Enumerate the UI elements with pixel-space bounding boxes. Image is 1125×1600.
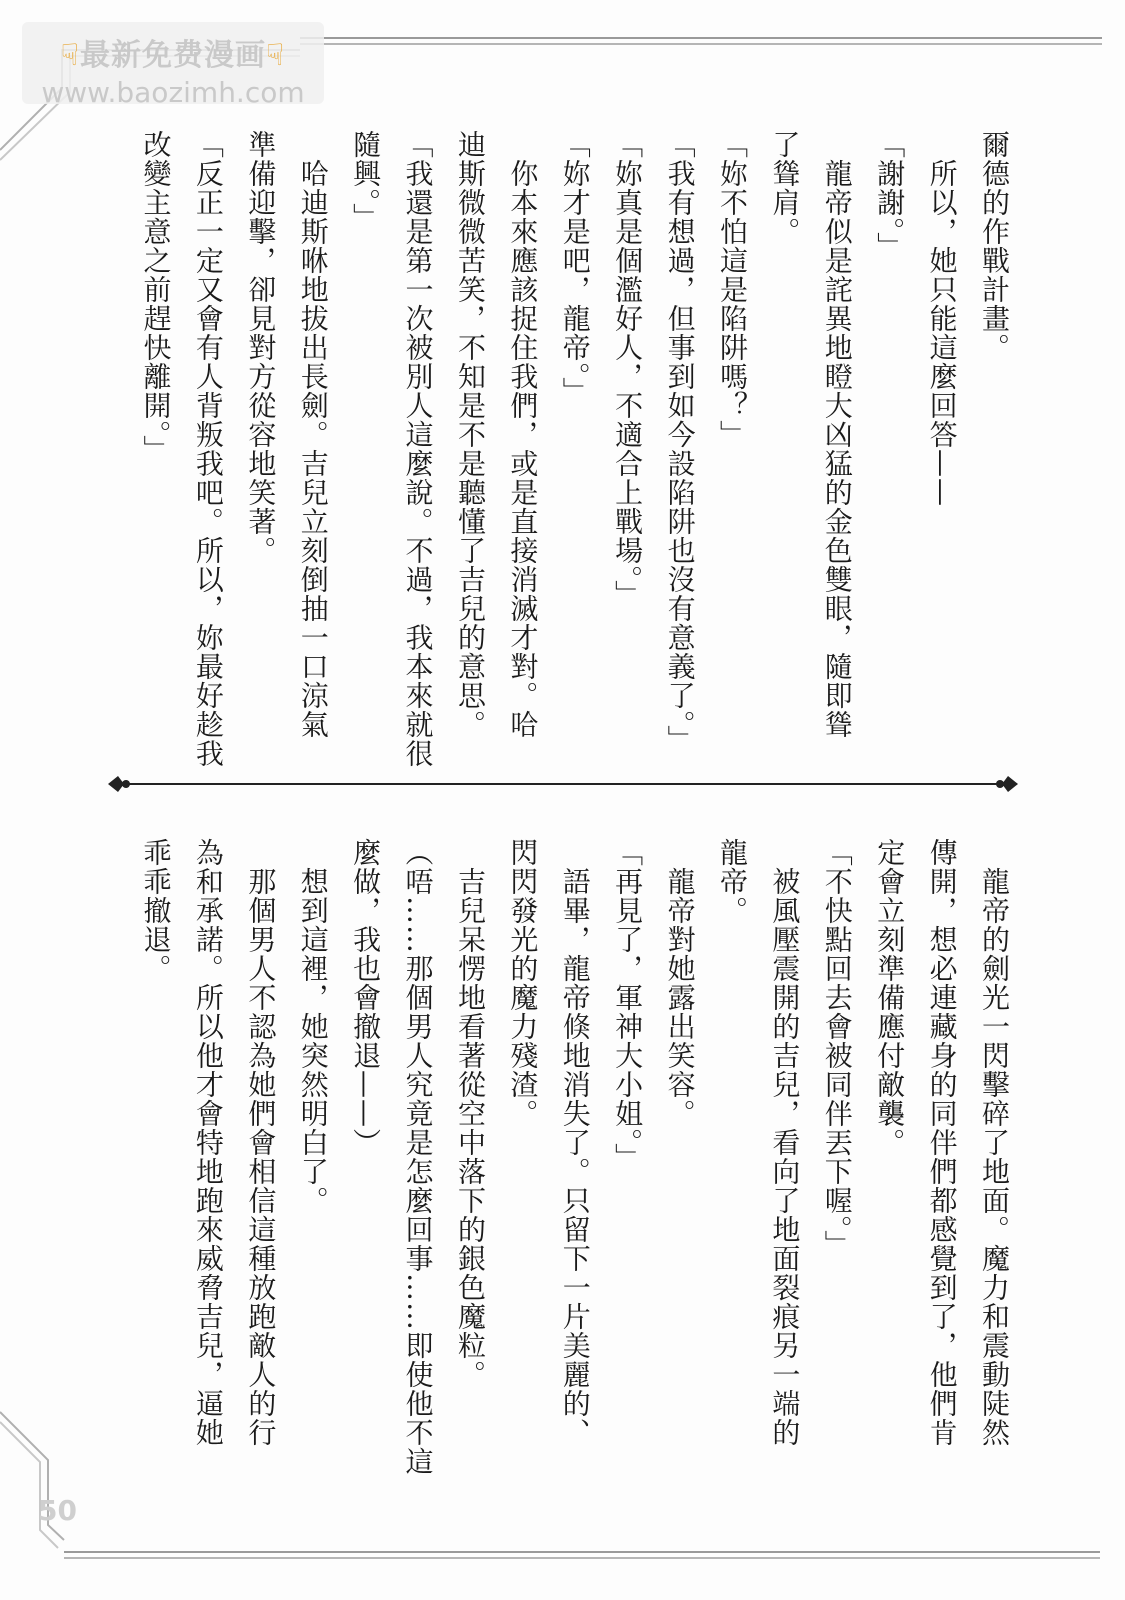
text-column: （唔……那個男人究竟是怎麼回事……即使他不這 xyxy=(401,838,435,1476)
text-column: 龍帝的劍光一閃擊碎了地面。魔力和震動陡然 xyxy=(978,838,1011,1447)
text-column: 「妳才是吧，龍帝。」 xyxy=(558,130,592,406)
text-column: 麼做，我也會撤退——） xyxy=(349,838,383,1157)
watermark-url: www.baozimh.com xyxy=(41,76,305,109)
text-column: 「妳真是個濫好人，不適合上戰場。」 xyxy=(611,130,645,609)
text-column: 龍帝。 xyxy=(715,838,749,925)
text-column: 爾德的作戰計畫。 xyxy=(978,130,1011,362)
text-column: 龍帝似是詫異地瞪大凶猛的金色雙眼，隨即聳 xyxy=(820,130,854,739)
text-column: 「我有想過，但事到如今設陷阱也沒有意義了。」 xyxy=(663,130,697,754)
text-column: 被風壓震開的吉兒，看向了地面裂痕另一端的 xyxy=(768,838,802,1447)
text-column: 定會立刻準備應付敵襲。 xyxy=(873,838,907,1157)
text-column: 「不快點回去會被同伴丟下喔。」 xyxy=(820,838,854,1259)
top-text-section xyxy=(139,130,1020,768)
page-number: 50 xyxy=(38,1494,77,1527)
text-column: 「謝謝。」 xyxy=(873,130,907,261)
watermark-title: 最新免费漫画 xyxy=(80,38,266,73)
text-column: 「再見了，軍神大小姐。」 xyxy=(611,838,645,1172)
text-column: 閃閃發光的魔力殘渣。 xyxy=(506,838,540,1128)
text-column: 了聳肩。 xyxy=(768,130,802,246)
text-column: 改變主意之前趕快離開。」 xyxy=(139,130,173,464)
text-column: 語畢，龍帝倏地消失了。只留下一片美麗的、 xyxy=(558,838,592,1447)
text-column: 吉兒呆愣地看著從空中落下的銀色魔粒。 xyxy=(453,838,487,1389)
text-column: 傳開，想必連藏身的同伴們都感覺到了，他們肯 xyxy=(925,838,959,1447)
text-column: 「反正一定又會有人背叛我吧。所以，妳最好趁我 xyxy=(191,130,225,768)
text-column: 龍帝對她露出笑容。 xyxy=(663,838,697,1128)
text-column: 隨興。」 xyxy=(349,130,383,232)
text-column: 哈迪斯咻地拔出長劍。吉兒立刻倒抽一口涼氣 xyxy=(296,130,330,739)
text-column: 你本來應該捉住我們，或是直接消滅才對。哈 xyxy=(506,130,540,739)
text-column: 為和承諾。所以他才會特地跑來威脅吉兒，逼她 xyxy=(191,838,225,1447)
site-watermark xyxy=(22,22,324,109)
text-column: 所以，她只能這麼回答—— xyxy=(925,130,959,507)
text-column: 迪斯微微苦笑，不知是不是聽懂了吉兒的意思。 xyxy=(453,130,487,739)
pointing-hand-icon: ☟ xyxy=(60,38,80,73)
text-column: 乖乖撤退。 xyxy=(139,838,173,983)
bottom-text-section xyxy=(139,838,1020,1488)
text-column: 那個男人不認為她們會相信這種放跑敵人的行 xyxy=(244,838,278,1447)
section-divider xyxy=(108,776,1018,792)
text-column: 「妳不怕這是陷阱嗎？」 xyxy=(715,130,749,449)
text-column: 準備迎擊，卻見對方從容地笑著。 xyxy=(244,130,278,565)
text-column: 「我還是第一次被別人這麼說。不過，我本來就很 xyxy=(401,130,435,768)
pointing-hand-icon: ☟ xyxy=(266,38,286,73)
text-column: 想到這裡，她突然明白了。 xyxy=(296,838,330,1215)
